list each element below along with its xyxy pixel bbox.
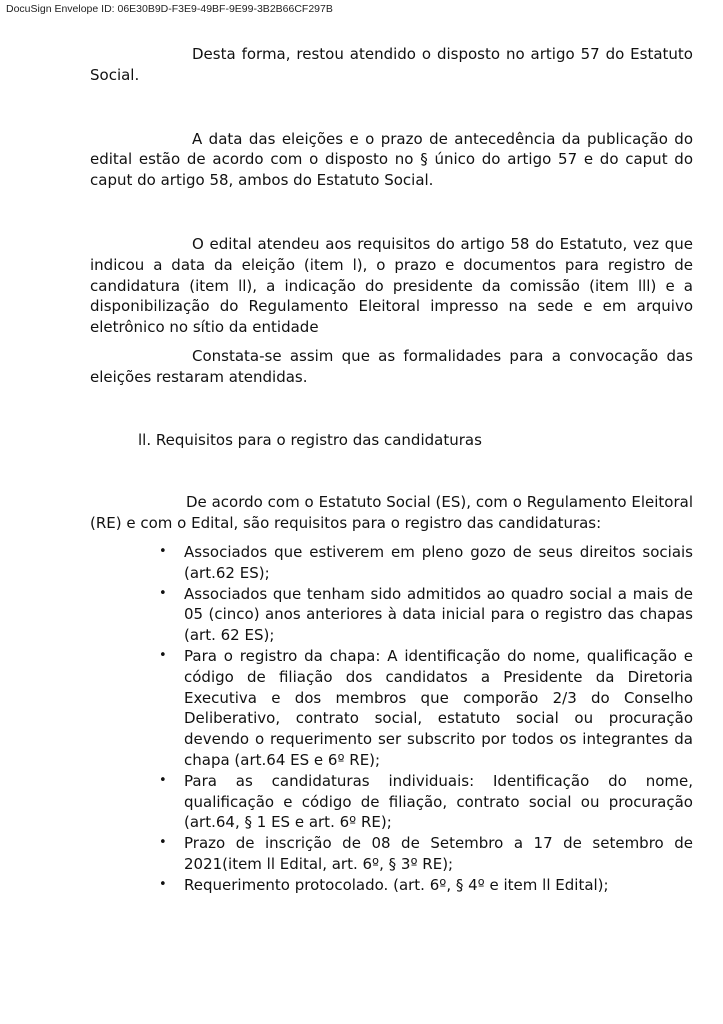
bullet-icon: • (159, 835, 167, 851)
list-item (159, 875, 693, 896)
paragraph-edital-requirements: O edital atendeu aos requisitos do artigo 58 do Estatuto, vez que indicou a data da eleição (item l), o prazo e documentos para registro de candidatura (item ll), a indicação do presidente da comissão (item lll) e a disponibilização do Regulamento Eleitoral impresso na sede e em arquivo eletrônico no sítio da entidade (90, 234, 693, 337)
list-item (159, 646, 693, 771)
list-item (159, 771, 693, 833)
section-heading: ll. Requisitos para o registro das candidaturas (138, 430, 482, 449)
list-item-text: Para as candidaturas individuais: Identificação do nome, qualificação e código de filiação, contrato social ou procuração (art.64, § 1 ES e art. 6º RE); (184, 771, 693, 832)
paragraph-intro: De acordo com o Estatuto Social (ES), com o Regulamento Eleitoral (RE) e com o Edital, são requisitos para o registro das candidaturas: (90, 493, 693, 533)
document-page (90, 44, 693, 896)
list-item-text: Requerimento protocolado. (art. 6º, § 4º e item ll Edital); (184, 875, 609, 894)
requirements-list (90, 542, 693, 896)
list-item-text: Para o registro da chapa: A identificação do nome, qualificação e código de filiação dos candidatos a Presidente da Diretoria Executiva e dos membros que comporão 2/3 do Conselho Deliberativo, contrato social, estatuto social ou procuração devendo o requerimento ser subscrito por todos os integrantes da chapa (art.64 ES e 6º RE); (184, 646, 693, 769)
list-item (159, 542, 693, 584)
bullet-icon: • (159, 772, 167, 788)
list-item-text: Prazo de inscrição de 08 de Setembro a 17 de setembro de 2021(item ll Edital, art. 6º, § 3º RE); (184, 834, 693, 873)
list-item (159, 833, 693, 875)
paragraph-formalities: Constata-se assim que as formalidades para a convocação das eleições restaram atendidas. (90, 346, 693, 386)
bullet-icon: • (159, 543, 167, 559)
docusign-envelope-id: DocuSign Envelope ID: 06E30B9D-F3E9-49BF-9E99-3B2B66CF297B (6, 3, 333, 15)
bullet-icon: • (159, 876, 167, 892)
list-item-text: Associados que estiverem em pleno gozo de seus direitos sociais (art.62 ES); (184, 542, 693, 582)
bullet-icon: • (159, 647, 167, 663)
paragraph-election-date: A data das eleições e o prazo de antecedência da publicação do edital estão de acordo com o disposto no § único do artigo 57 e do caput do caput do artigo 58, ambos do Estatuto Social. (90, 129, 693, 190)
list-item-text: Associados que tenham sido admitidos ao quadro social a mais de 05 (cinco) anos anteriores à data inicial para o registro das chapas (art. 62 ES); (184, 584, 693, 645)
list-item (159, 584, 693, 646)
paragraph-article-57: Desta forma, restou atendido o disposto no artigo 57 do Estatuto Social. (90, 45, 693, 84)
bullet-icon: • (159, 585, 167, 601)
